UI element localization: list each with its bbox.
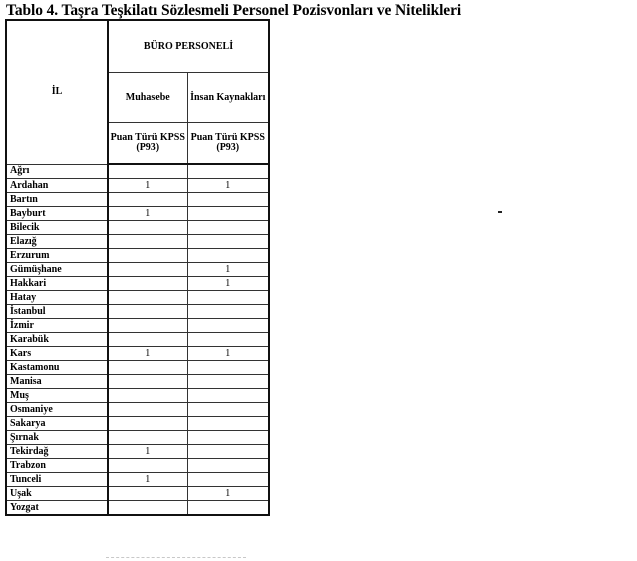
muhasebe-cell <box>108 263 187 277</box>
insan-kaynaklari-cell <box>187 235 269 249</box>
table-row <box>6 235 269 249</box>
il-column-header: İL <box>6 20 108 164</box>
table-row <box>6 305 269 319</box>
il-cell: Bayburt <box>6 207 108 221</box>
il-cell: İzmir <box>6 319 108 333</box>
table-row <box>6 431 269 445</box>
table-row <box>6 319 269 333</box>
insan-kaynaklari-cell: 1 <box>187 263 269 277</box>
table-row <box>6 221 269 235</box>
muhasebe-cell <box>108 235 187 249</box>
il-cell: Şırnak <box>6 431 108 445</box>
muhasebe-cell <box>108 221 187 235</box>
table-row <box>6 333 269 347</box>
muhasebe-cell <box>108 375 187 389</box>
table-row <box>6 263 269 277</box>
insan-kaynaklari-cell <box>187 459 269 473</box>
table-row <box>6 501 269 516</box>
table-row <box>6 179 269 193</box>
insan-kaynaklari-cell: 1 <box>187 347 269 361</box>
muhasebe-cell <box>108 193 187 207</box>
table-row <box>6 164 269 179</box>
il-cell: Ardahan <box>6 179 108 193</box>
muhasebe-cell <box>108 431 187 445</box>
muhasebe-cell <box>108 417 187 431</box>
table-row <box>6 473 269 487</box>
insan-kaynaklari-cell <box>187 221 269 235</box>
insan-kaynaklari-cell <box>187 403 269 417</box>
muhasebe-cell <box>108 459 187 473</box>
table-row <box>6 193 269 207</box>
insan-kaynaklari-cell <box>187 291 269 305</box>
muhasebe-cell: 1 <box>108 473 187 487</box>
table-row <box>6 445 269 459</box>
buro-personeli-header: BÜRO PERSONELİ <box>108 20 269 73</box>
positions-table <box>5 19 270 516</box>
il-cell: Yozgat <box>6 501 108 516</box>
il-cell: Manisa <box>6 375 108 389</box>
il-cell: İstanbul <box>6 305 108 319</box>
muhasebe-cell <box>108 361 187 375</box>
muhasebe-cell <box>108 319 187 333</box>
il-cell: Sakarya <box>6 417 108 431</box>
insan-kaynaklari-cell <box>187 164 269 179</box>
insan-kaynaklari-cell <box>187 249 269 263</box>
insan-kaynaklari-cell <box>187 207 269 221</box>
muhasebe-cell <box>108 403 187 417</box>
table-row <box>6 277 269 291</box>
insan-kaynaklari-cell <box>187 431 269 445</box>
il-cell: Tunceli <box>6 473 108 487</box>
table-row <box>6 487 269 501</box>
table-row <box>6 249 269 263</box>
insan-kaynaklari-header: İnsan Kaynakları <box>187 73 269 123</box>
muhasebe-cell: 1 <box>108 347 187 361</box>
muhasebe-cell <box>108 501 187 516</box>
il-cell: Gümüşhane <box>6 263 108 277</box>
il-cell: Bilecik <box>6 221 108 235</box>
muhasebe-cell <box>108 164 187 179</box>
insan-kaynaklari-cell <box>187 319 269 333</box>
muhasebe-cell: 1 <box>108 179 187 193</box>
muhasebe-cell <box>108 389 187 403</box>
muhasebe-cell <box>108 277 187 291</box>
il-cell: Uşak <box>6 487 108 501</box>
muhasebe-cell <box>108 333 187 347</box>
il-cell: Muş <box>6 389 108 403</box>
insan-kaynaklari-puan-turu: Puan Türü KPSS (P93) <box>187 123 269 165</box>
table-row <box>6 207 269 221</box>
il-cell: Bartın <box>6 193 108 207</box>
insan-kaynaklari-cell: 1 <box>187 277 269 291</box>
insan-kaynaklari-cell <box>187 361 269 375</box>
insan-kaynaklari-cell <box>187 473 269 487</box>
insan-kaynaklari-cell: 1 <box>187 179 269 193</box>
muhasebe-cell <box>108 249 187 263</box>
muhasebe-cell <box>108 291 187 305</box>
il-cell: Karabük <box>6 333 108 347</box>
table-row <box>6 375 269 389</box>
insan-kaynaklari-cell <box>187 389 269 403</box>
table-row <box>6 403 269 417</box>
table-row <box>6 361 269 375</box>
table-row <box>6 459 269 473</box>
table-row <box>6 389 269 403</box>
insan-kaynaklari-cell <box>187 417 269 431</box>
insan-kaynaklari-cell <box>187 305 269 319</box>
il-cell: Ağrı <box>6 164 108 179</box>
il-cell: Trabzon <box>6 459 108 473</box>
document-title: Tablo 4. Taşra Teşkilatı Sözlesmeli Personel Pozisvonları ve Nitelikleri <box>6 2 462 19</box>
insan-kaynaklari-cell <box>187 375 269 389</box>
il-cell: Osmaniye <box>6 403 108 417</box>
muhasebe-header: Muhasebe <box>108 73 187 123</box>
il-cell: Hakkari <box>6 277 108 291</box>
insan-kaynaklari-cell <box>187 333 269 347</box>
muhasebe-cell <box>108 305 187 319</box>
insan-kaynaklari-cell <box>187 501 269 516</box>
footer-dashed-line <box>106 557 246 558</box>
insan-kaynaklari-cell <box>187 193 269 207</box>
il-cell: Erzurum <box>6 249 108 263</box>
muhasebe-cell <box>108 487 187 501</box>
il-cell: Kastamonu <box>6 361 108 375</box>
muhasebe-cell: 1 <box>108 445 187 459</box>
insan-kaynaklari-cell: 1 <box>187 487 269 501</box>
il-cell: Elazığ <box>6 235 108 249</box>
il-cell: Hatay <box>6 291 108 305</box>
insan-kaynaklari-cell <box>187 445 269 459</box>
table-row <box>6 417 269 431</box>
il-cell: Kars <box>6 347 108 361</box>
muhasebe-cell: 1 <box>108 207 187 221</box>
table-row <box>6 291 269 305</box>
il-cell: Tekirdağ <box>6 445 108 459</box>
muhasebe-puan-turu: Puan Türü KPSS (P93) <box>108 123 187 165</box>
stray-mark <box>498 211 502 213</box>
table-row <box>6 347 269 361</box>
